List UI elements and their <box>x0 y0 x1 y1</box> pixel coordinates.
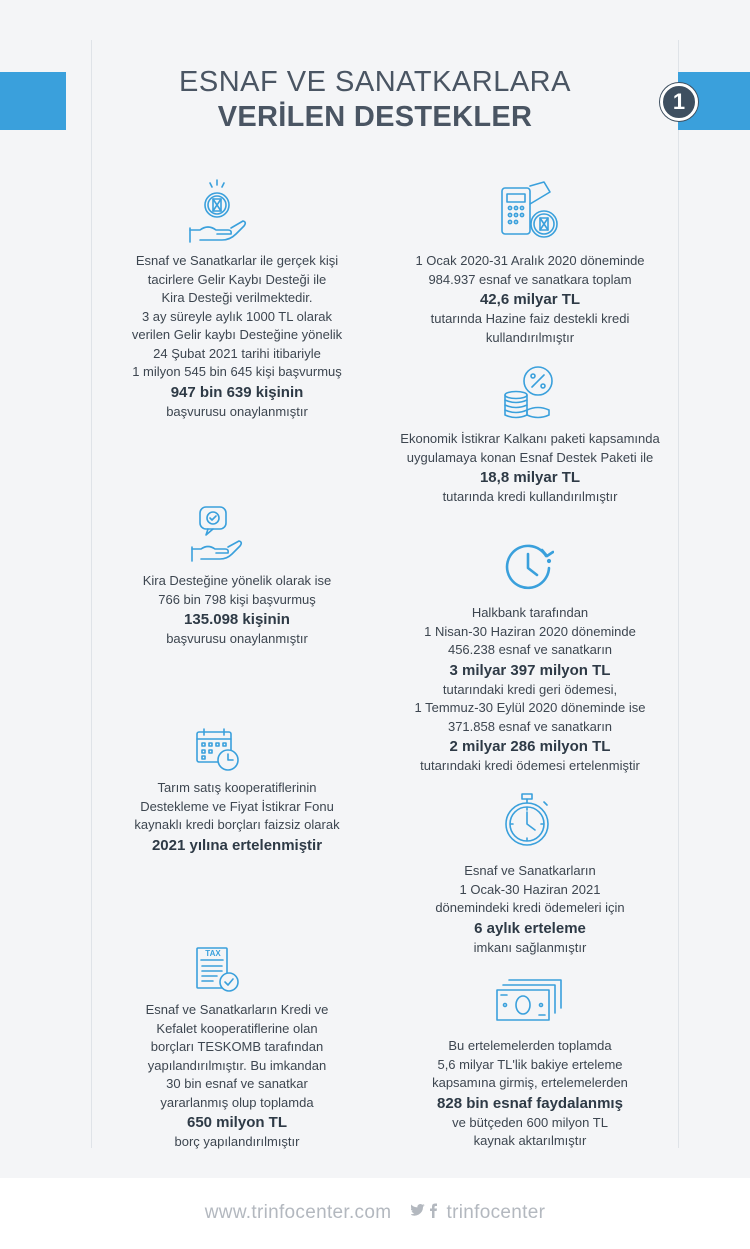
text-line: Esnaf ve Sanatkarlar ile gerçek kişi <box>135 253 339 268</box>
twitter-facebook-icon <box>411 1202 437 1224</box>
erteleme-ozet-block <box>380 1037 680 1151</box>
text-line: Tarım satış kooperatiflerinin <box>157 780 317 795</box>
text-line: yararlanmış olup toplamda <box>160 1094 314 1110</box>
page-title-line1: ESNAF VE SANATKARLARA <box>179 66 571 98</box>
text-line: Kira Desteğine yönelik olarak ise <box>142 573 332 588</box>
text-line: 3 ay süreyle aylık 1000 TL olarak <box>141 308 333 324</box>
right-guide-line <box>678 40 679 1148</box>
text-line: kaynaklı kredi borçları faizsiz olarak <box>134 817 340 832</box>
text-line: ve bütçeden 600 milyon TL <box>452 1114 608 1130</box>
text-line: tutarındaki kredi ödemesi ertelenmiştir <box>420 758 640 773</box>
highlight-value: 135.098 kişinin <box>184 611 290 628</box>
banknotes-icon <box>495 978 565 1024</box>
text-line: Ekonomik İstikrar Kalkanı paketi kapsamında <box>400 431 660 446</box>
text-line: imkanı sağlanmıştır <box>473 939 587 955</box>
social-handle[interactable]: trinfocenter <box>446 1202 546 1223</box>
highlight-value: 650 milyon TL <box>186 1114 288 1131</box>
text-line: 1 Nisan-30 Haziran 2020 döneminde <box>424 623 636 639</box>
highlight-value: 828 bin esnaf faydalanmış <box>437 1094 623 1112</box>
highlight-value: 2021 yılına ertelenmiştir <box>151 836 323 854</box>
text-line: Bu ertelemelerden toplamda <box>448 1038 612 1053</box>
tarim-kooperatif-block <box>92 779 382 856</box>
text-line: tutarındaki kredi geri ödemesi, <box>442 681 618 697</box>
page-title-line2: VERİLEN DESTEKLER <box>217 101 533 133</box>
footer-links <box>0 1202 750 1224</box>
text-line: kullandırılmıştır <box>485 329 575 345</box>
hand-approval-icon <box>190 505 246 563</box>
text-line: başvurusu onaylanmıştır <box>166 631 308 646</box>
text-line: kaynak aktarılmıştır <box>473 1133 587 1148</box>
text-line: 766 bin 798 kişi başvurmuş <box>158 591 316 607</box>
highlight-value: 6 aylık erteleme <box>474 919 586 937</box>
esnaf-destek-paketi-block <box>380 430 680 507</box>
text-line: Halkbank tarafından <box>471 605 589 620</box>
text-line: 1 Temmuz-30 Eylül 2020 döneminde ise <box>414 700 646 715</box>
hand-coin-icon <box>186 178 248 246</box>
text-line: Destekleme ve Fiyat İstikrar Fonu <box>140 798 334 814</box>
text-line: 30 bin esnaf ve sanatkar <box>166 1076 308 1091</box>
highlight-value-2: 2 milyar 286 milyon TL <box>449 738 611 755</box>
clock-arrow-icon <box>502 540 554 592</box>
text-line: 1 Ocak 2020-31 Aralık 2020 döneminde <box>415 253 645 268</box>
hazine-kredi-block <box>380 252 680 347</box>
text-line: Esnaf ve Sanatkarların Kredi ve <box>145 1002 329 1017</box>
text-line: 5,6 milyar TL'lik bakiye erteleme <box>437 1056 623 1072</box>
highlight-value: 947 bin 639 kişinin <box>170 383 304 401</box>
text-line: borçları TESKOMB tarafından <box>150 1039 324 1054</box>
text-line: tutarında kredi kullandırılmıştır <box>442 489 618 504</box>
text-line: Esnaf ve Sanatkarların <box>464 863 596 878</box>
text-line: 371.858 esnaf ve sanatkarın <box>447 718 613 734</box>
calculator-coin-icon <box>500 180 560 242</box>
stopwatch-icon <box>500 792 554 848</box>
text-line: yapılandırılmıştır. Bu imkandan <box>147 1057 327 1073</box>
text-line: 456.238 esnaf ve sanatkarın <box>447 642 613 657</box>
text-line: uygulamaya konan Esnaf Destek Paketi ile <box>406 449 654 465</box>
text-line: tutarında Hazine faiz destekli kredi <box>430 311 630 326</box>
highlight-value: 42,6 milyar TL <box>479 291 581 308</box>
text-line: kapsamına girmiş, ertelemelerden <box>432 1075 628 1090</box>
text-line: dönemindeki kredi ödemeleri için <box>435 900 625 915</box>
kira-destegi-block <box>92 572 382 649</box>
percent-coins-icon <box>502 365 558 421</box>
tax-document-icon <box>195 946 241 994</box>
text-line: 1 milyon 545 bin 645 kişi başvurmuş <box>132 364 342 379</box>
text-line: borç yapılandırılmıştır <box>174 1134 300 1149</box>
text-line: 984.937 esnaf ve sanatkara toplam <box>428 271 632 287</box>
text-line: Kira Desteği verilmektedir. <box>161 290 313 305</box>
text-line: başvurusu onaylanmıştır <box>166 403 308 419</box>
highlight-value: 18,8 milyar TL <box>479 469 581 486</box>
text-line: 1 Ocak-30 Haziran 2021 <box>459 881 601 897</box>
teskomb-block <box>92 1001 382 1152</box>
page-number-badge: 1 <box>660 83 698 121</box>
text-line: tacirlere Gelir Kaybı Desteği ile <box>147 271 327 287</box>
kredi-erteleme-block <box>380 862 680 957</box>
gelir-kaybi-block <box>92 252 382 421</box>
text-line: verilen Gelir kaybı Desteğine yönelik <box>131 327 343 342</box>
tax-label: TAX <box>205 949 221 958</box>
website-link[interactable]: www.trinfocenter.com <box>204 1202 392 1223</box>
halkbank-erteleme-block <box>380 604 680 776</box>
calendar-clock-icon <box>195 727 241 773</box>
highlight-value: 3 milyar 397 milyon TL <box>449 661 611 679</box>
text-line: Kefalet kooperatiflerine olan <box>156 1020 318 1036</box>
text-line: 24 Şubat 2021 tarihi itibariyle <box>153 345 321 361</box>
